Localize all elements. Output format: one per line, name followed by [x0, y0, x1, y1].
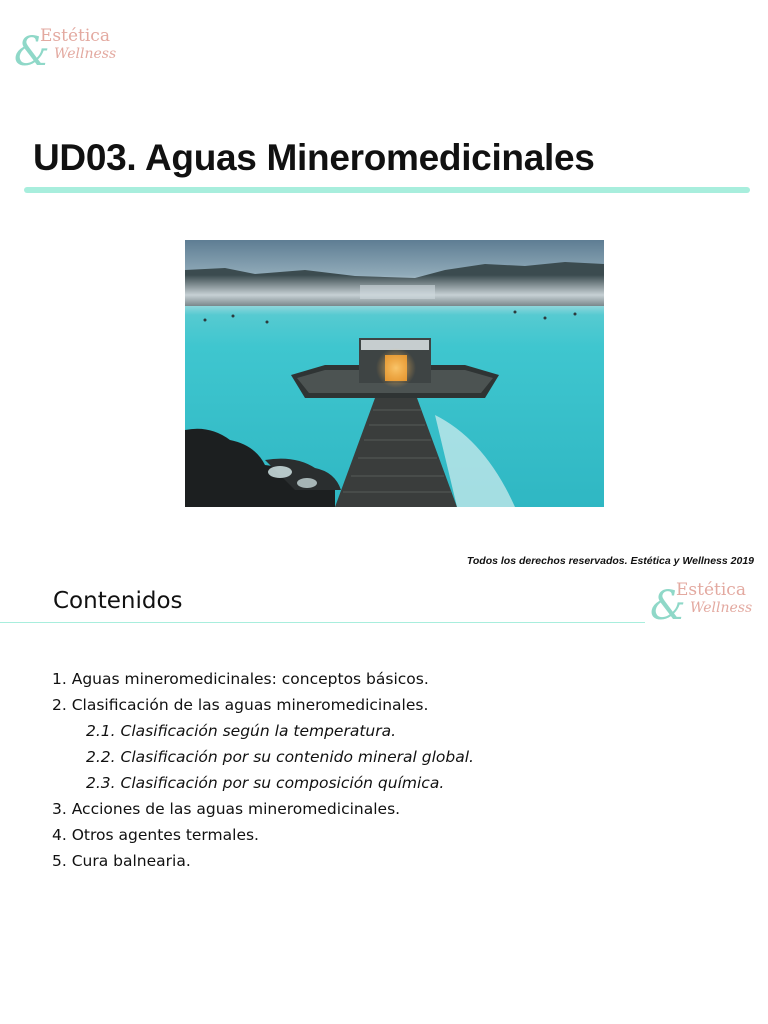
brand-logo [14, 26, 134, 82]
logo-ampersand: & [650, 583, 686, 629]
title-underline [24, 187, 750, 193]
logo-ampersand: & [14, 29, 50, 75]
logo-line1: Estética [40, 26, 110, 46]
page-title: UD03. Aguas Mineromedicinales [33, 137, 595, 178]
contents-list [52, 666, 474, 874]
logo-line2: Wellness [54, 46, 117, 62]
logo-line1: Estética [676, 580, 746, 600]
copyright-notice: Todos los derechos reservados. Estética y Wellness 2019 [466, 555, 754, 567]
toc-item-2-2: 2.2. Clasificación por su contenido mineral global. [86, 748, 474, 766]
photo-illustration [185, 240, 604, 507]
toc-item-2: 2. Clasificación de las aguas mineromedicinales. [52, 696, 429, 714]
blue-lagoon-photo [185, 240, 604, 507]
toc-item-2-1: 2.1. Clasificación según la temperatura. [86, 722, 397, 740]
section-underline [0, 622, 645, 623]
logo-line2: Wellness [690, 600, 753, 616]
contents-slide [0, 580, 768, 1024]
brand-logo [650, 580, 768, 636]
section-title: Contenidos [53, 588, 183, 614]
toc-item-2-3: 2.3. Clasificación por su composición química. [86, 774, 445, 792]
toc-item-5: 5. Cura balnearia. [52, 852, 191, 870]
toc-item-3: 3. Acciones de las aguas mineromedicinales. [52, 800, 401, 818]
toc-item-4: 4. Otros agentes termales. [52, 826, 259, 844]
toc-item-1: 1. Aguas mineromedicinales: conceptos básicos. [52, 670, 429, 688]
